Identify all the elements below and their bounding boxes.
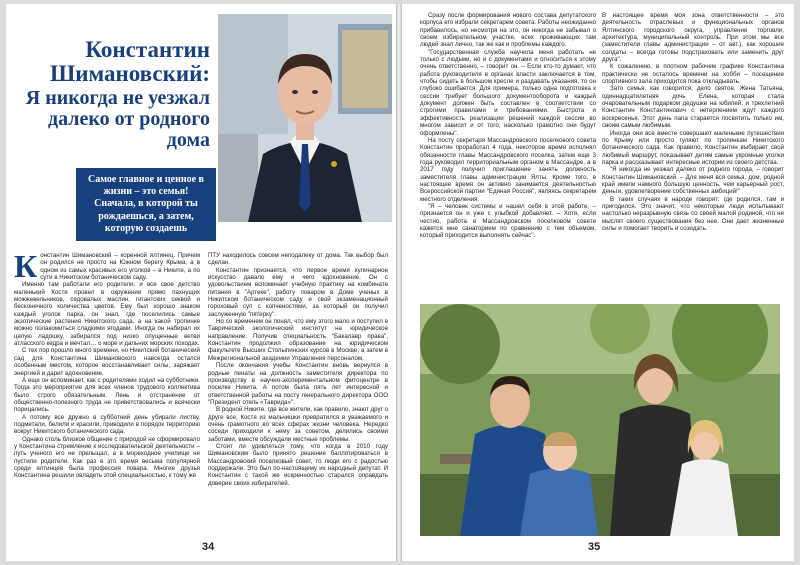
paragraph: Сразу после формирования нового состава депутатского корпуса его избрали секретарем совета. Работы неожиданно прибавилось, но несмотря на это, он никогда не забывал о своем избирательном участке, всех проживающих там людей знал лично, так же как и проблемы каждого.	[420, 12, 596, 49]
paragraph: На посту секретаря Массандровского поселкового совета Константин проработал 4 года, некоторое время исполнял обязанности главы Массандровского поселка, затем еще 3 года руководил территориальным органом в Массандре, а в 2017 году получил приглашение занять должность заместителя главы администрации Ялты. Кроме того, в настоящее время он активно занимается деятельностью Всероссийской партии "Единая Россия", являясь секретарем местного отделения.	[420, 136, 596, 203]
paragraph: "Государственная служба научила меня работать не только с людьми, но и с документами и относиться к этому очень ответственно, – говорит он. – Если кто-то думает, что работа руководителя в органах власти заключается в том, чтобы сидеть в большом кресле и раздавать указания, то он глубоко ошибается. Для примера, только одна подготовка к сессии требует большого документооборота и каждый документ должен быть составлен в соответствии со строгими правилами и требованиями. Быстрота и эффективность реализации решений каждой сессии во многом зависит и от того, насколько грамотно они будут оформлены".	[420, 48, 596, 137]
paragraph: "Я никогда не уезжал далеко от родного города, – говорит Константин Шимановский. – Для меня вся семья, дом, родной край имели намного большую ценность, чем карьерный рост, деньги, удовлетворение собственных амбиций!"	[602, 166, 784, 196]
drop-cap: К	[14, 252, 38, 284]
paragraph: К сожалению, в плотном рабочем графике Константина практически не осталось времени на хобби – посещение спортивного зала приходится пока откладывать.	[602, 63, 784, 86]
paragraph: Константин Шимановский – коренной ялтинец. Причем он родился не просто на Южном берегу Крыма, а в одном из самых красивых его уголков – в Никите, а по сути в Никитском ботаническом саду.	[14, 252, 200, 284]
paragraph: Иногда они все вместе совершают маленькие путешествия по Крыму или просто гуляют по тропинкам Никитского ботанического сада. Как правило, Константин выбирает свой любимый маршрут, показывает детям самые укромные уголки парка и рассказывает интересные истории из своего детства.	[602, 129, 784, 166]
paragraph: ПТУ находилось совсем неподалеку от дома. Так выбор был сделан.	[208, 252, 388, 267]
portrait-photo	[218, 14, 392, 222]
article-title	[20, 38, 210, 151]
paragraph: Зато семья, как говорится, дело святое. Жена Татьяна, одиннадцатилетняя дочь Елена, которая стала очаровательным подарком дедушке на юбилей, и трехлетний Константин Константинович с нетерпением ждут каждого воскресенья. Этот день папа старается посвятить только им, своим самым любимым.	[602, 85, 784, 130]
left-page	[6, 4, 396, 561]
page-number-left: 34	[202, 541, 215, 553]
paragraph: После окончания учебы Константин вновь вернулся в родные пенаты на должность заместителя директора по производству в научно-экспериментальном фитоцентре в поселке Никита. А потом была пять лет интересной и ответственной работы на посту генерального директора ООО "Президент отель «Таврида»".	[208, 362, 388, 406]
title-subtitle: Я никогда не уезжал далеко от родного дома	[25, 87, 210, 152]
right-page	[402, 4, 794, 561]
paragraph: А потому все дружно в субботний день убирали листву, подметали, белили и красили, приводили в порядок территорию вокруг Никитского ботанического сада.	[14, 413, 200, 436]
page-number-right: 35	[588, 541, 601, 553]
paragraph: В родной Никите, где все жители, как правило, знают друг о друге все, Костя из мальчишки превратился в уважаемого и очень грамотного во всех сферах жизни человека. Нередко соседи приходили к нему за советом, делились своими заботами, вместе обсуждали местные проблемы.	[208, 406, 388, 443]
title-name: Константин Шимановский:	[49, 37, 210, 87]
text-column-3	[420, 12, 596, 298]
paragraph: Константин признается, что первое время кулинарное искусство давало ему и чего вдохновение. Он с удовольствием вспоминает учебную практику на комбинате питания в "Артеке", работу поваром в Доме ученых в Никитском ботаническом саду и свой экзаменационный гороховый суп с копченостями, за который он получил заслуженную "пятерку".	[208, 266, 388, 318]
paragraph: С тех пор прошло много времени, но Никитский ботанический сад для Константина Шимановского навсегда остался особенным местом, которое восстанавливает силы, заряжает энергией и дарит вдохновение.	[14, 347, 200, 377]
text-column-4	[602, 12, 784, 298]
paragraph: Однако столь близкое общение с природой не сформировало у Константина стремление к исследовательской деятельности – путь ученого его не прельщал, а в мореходное училище не пустили родители. Как раз в это время весьма популярной среди ялтинцев была профессия повара. Многие друзья Константина решили овладеть этой специальностью, к тому же	[14, 435, 200, 480]
paragraph: В таких случаях в народе говорят: где родился, там и пригодился. Это значит, что некоторые люди испытывают настолько неразрывную связь со своей малой родиной, что не мыслят своего существования без нее. Они дает жизненные силы и помогает творить и созидать.	[602, 195, 784, 232]
paragraph: Стоит ли удивляться тому, что когда в 2010 году Шимановским было принято решение баллотироваться в Массандровский поселковый совет, то люди его с радостью поддержали. Это был по-настоящему их народный депутат. И Константин с такой же искренностью старался оправдать доверие своих избирателей.	[208, 442, 388, 487]
paragraph: Именно там работали его родители, и все свое детство маленький Костя провел в окружении прямо пахнущих можжевельников, седовалых маслин, гигантских секвой и бесконечного количества цветов. Ему был хорошо знаком каждый уголок парка, он знал, где поселились самые экзотические растения Никитского сада, а на какой тропинке можно полакомиться сладкими ягодами. Иногда он набирал их целую ладошку, забирался под низко опущенные ветви атласского кедра и мечтал… о море и дальних морских походах.	[14, 281, 200, 348]
paragraph: Но со временем он понял, что ему этого мало и поступил в Таврический экологический институт на юридическое направление. Получив специальность "Бакалавр права", Константин продолжил образование на юридическом факультете Высших Столыпинских курсов в Москве, а затем в Межрегиональной академии Управления персоналом.	[208, 318, 388, 362]
family-photo	[420, 304, 780, 536]
text-column-1	[14, 252, 200, 538]
text-column-2	[208, 252, 388, 538]
paragraph: А еще он вспоминает, как с родителями ходил на субботники. Тогда это мероприятие для всех членов трудового коллектива было строго обязательным. Лень и отстранение от общественно-полезного труда не приветствовались и всячески порицались.	[14, 376, 200, 414]
paragraph: "Я – человек системы и нашел себя в этой работе, – признается он и уже с улыбкой добавляет. – Хотя, если честно, работа в Массандровском поселковом совете кажется мне санаторием по сравнению с тем объемом, который приходится выполнять сейчас".	[420, 202, 596, 240]
paragraph: В настоящее время моя зона ответственности – это деятельность отраслевых и функциональных органов Ялтинского городского округа, управление торговли, архитектура, муниципальный контроль. При этом мы все (заместители главы администрации – от авт.), как хорошие солдаты – всегда готовы подстраховать или заменить друг друга".	[602, 12, 784, 64]
lead-quote-box: Самое главное и ценное в жизни – это семья! Сначала, в которой ты рождаешься, а затем, которую создаешь	[76, 168, 216, 241]
